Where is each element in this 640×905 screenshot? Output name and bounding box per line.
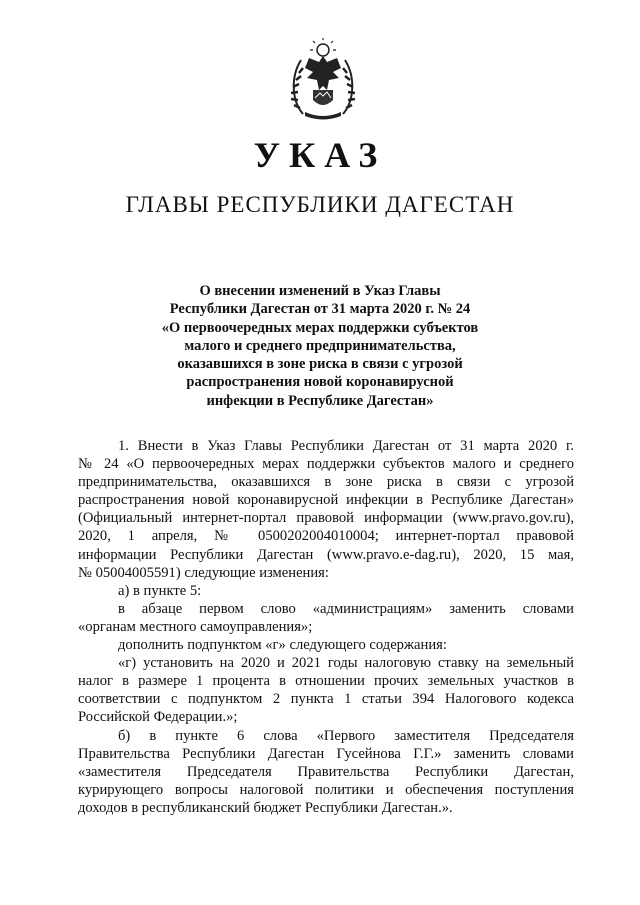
heading-line: инфекции в Республике Дагестан» — [206, 392, 434, 409]
document-subtitle: ГЛАВЫ РЕСПУБЛИКИ ДАГЕСТАН — [125, 192, 515, 217]
body-line: б) в пункте 6 слова «Первого заместителя Председателя — [118, 727, 574, 744]
body-line: налог в размере 1 процента в отношении прочих земельных участков в — [78, 673, 574, 690]
body-line: № 05004005591) следующие изменения: — [78, 564, 329, 581]
body-line: 1. Внести в Указ Главы Республики Дагестан от 31 марта 2020 г. — [118, 438, 574, 454]
heading-line: Республики Дагестан от 31 марта 2020 г. № 24 — [169, 301, 471, 318]
body-line: (Официальный интернет-портал правовой информации (www.pravo.gov.ru), — [78, 510, 574, 527]
body-line: «г) установить на 2020 и 2021 годы налоговую ставку на земельный — [118, 655, 574, 672]
heading-line: малого и среднего предпринимательства, — [184, 337, 456, 354]
body-line: № 24 «О первоочередных мерах поддержки субъектов малого и среднего — [78, 456, 574, 473]
body-line: «заместителя Председателя Правительства Республики Дагестан, — [78, 763, 574, 780]
body-line: а) в пункте 5: — [118, 582, 202, 599]
body-line: курирующего вопросы налоговой политики и обеспечения поступления — [78, 781, 574, 798]
body-line: в абзаце первом слово «администрациям» заменить словами — [118, 600, 574, 617]
decree-body — [78, 437, 574, 817]
body-line: дополнить подпунктом «г» следующего содержания: — [118, 637, 447, 654]
body-line: информации Республики Дагестан (www.pravo.e-dag.ru), 2020, 15 мая, — [78, 546, 574, 563]
coat-of-arms-emblem — [289, 38, 357, 120]
document-title: УКАЗ — [253, 135, 387, 175]
body-line: «органам местного самоуправления»; — [78, 618, 313, 635]
body-line: распространения новой коронавирусной инфекции в Республике Дагестан» — [78, 492, 574, 509]
body-line: доходов в республиканский бюджет Республики Дагестан.». — [78, 799, 453, 816]
body-line: предпринимательства, оказавшихся в зоне риска в связи с угрозой — [78, 474, 574, 491]
body-line: 2020, 1 апреля, № 0500202004010004; интернет-портал правовой — [78, 528, 574, 545]
heading-line: оказавшихся в зоне риска в связи с угрозой — [177, 356, 463, 373]
heading-line: распространения новой коронавирусной — [186, 374, 454, 391]
body-line: Российской Федерации.»; — [78, 709, 238, 726]
heading-line: О внесении изменений в Указ Главы — [199, 283, 441, 299]
body-line: Правительства Республики Дагестан Гусейнова Г.Г.» заменить словами — [78, 745, 574, 762]
heading-line: «О первоочередных мерах поддержки субъектов — [161, 319, 479, 336]
decree-heading — [0, 282, 640, 410]
body-line: соответствии с подпунктом 2 пункта 1 статьи 394 Налогового кодекса — [78, 691, 574, 708]
